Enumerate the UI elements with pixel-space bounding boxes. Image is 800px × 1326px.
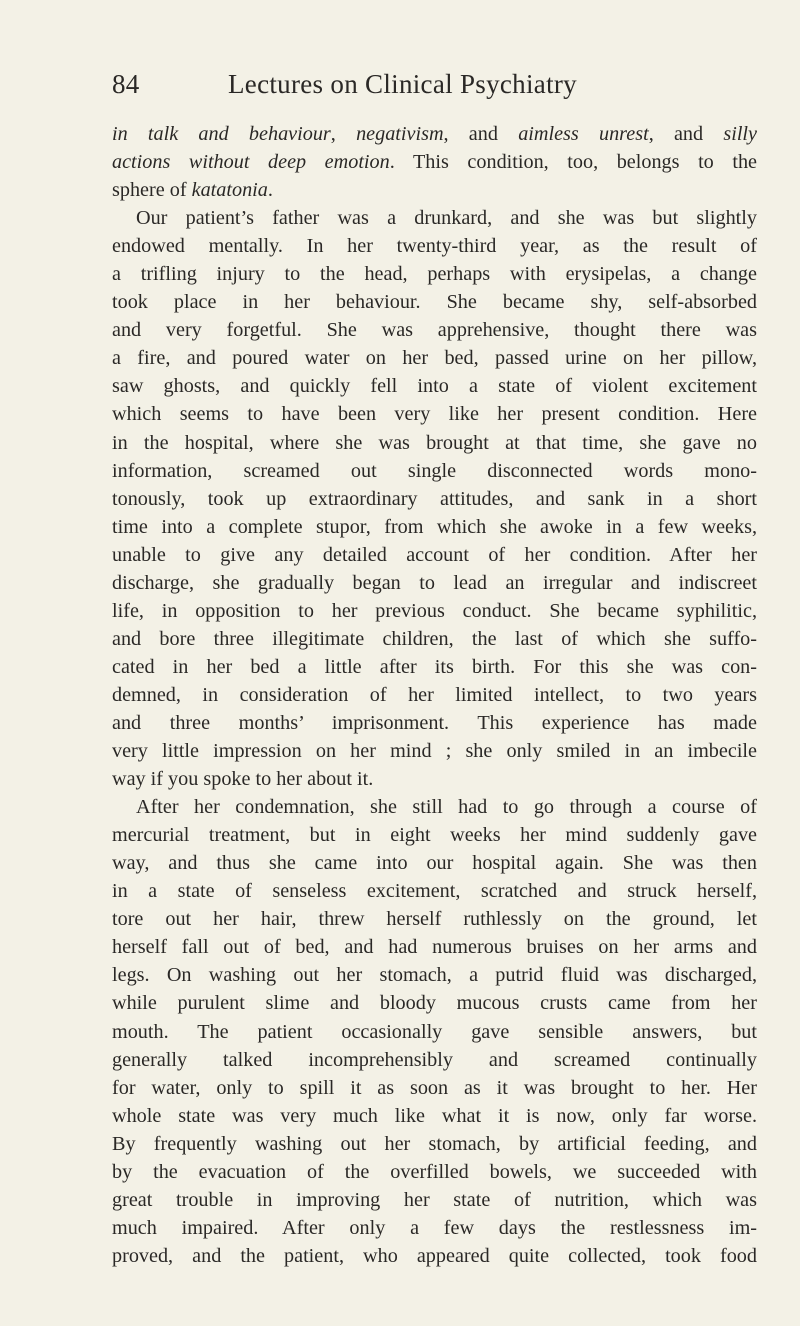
text-run: a fire, and poured water on her bed, passed urine on her pillow, <box>112 347 757 370</box>
text-run: discharge, she gradually began to lead an irregular and indiscreet <box>112 571 757 594</box>
text-run: for water, only to spill it as soon as it was brought to her. Her <box>112 1076 757 1099</box>
text-line <box>112 933 757 961</box>
text-line <box>112 1130 757 1158</box>
text-line <box>112 120 757 148</box>
text-run: took place in her behaviour. She became shy, self-absorbed <box>112 291 757 314</box>
text-run: and very forgetful. She was apprehensive, thought there was <box>112 319 757 342</box>
text-run: proved, and the patient, who appeared quite collected, took food <box>112 1244 757 1267</box>
text-line <box>112 457 757 485</box>
text-line <box>112 569 757 597</box>
text-run: endowed mentally. In her twenty-third year, as the result of <box>112 235 757 258</box>
text-line <box>112 541 757 569</box>
body-text <box>112 120 757 1270</box>
text-line <box>112 1018 757 1046</box>
text-run: mouth. The patient occasionally gave sensible answers, but <box>112 1020 757 1043</box>
text-run: saw ghosts, and quickly fell into a state of violent excitement <box>112 375 757 398</box>
italic-text: aimless unrest <box>518 123 649 145</box>
text-run: life, in opposition to her previous conduct. She became syphilitic, <box>112 599 757 622</box>
text-line <box>112 1242 757 1270</box>
text-line <box>112 400 757 428</box>
text-run: much impaired. After only a few days the restlessness im- <box>112 1216 757 1239</box>
text-run: while purulent slime and bloody mucous crusts came from her <box>112 992 757 1015</box>
text-line <box>112 372 757 400</box>
text-line <box>112 204 757 232</box>
italic-text: silly <box>723 123 758 145</box>
text-line <box>112 765 757 793</box>
italic-text: actions without deep emotion <box>112 151 390 174</box>
text-run: . This condition, too, belongs to the <box>389 151 757 174</box>
text-run: tore out her hair, threw herself ruthlessly on the ground, let <box>112 908 757 931</box>
text-run: cated in her bed a little after its birth. For this she was con- <box>112 655 757 678</box>
text-run: demned, in consideration of her limited intellect, to two years <box>112 683 757 706</box>
text-run: in the hospital, where she was brought at that time, she gave no <box>112 431 757 454</box>
text-line <box>112 288 757 316</box>
text-run: way, and thus she came into our hospital again. She was then <box>112 852 757 875</box>
text-line <box>112 148 757 176</box>
text-run: mercurial treatment, but in eight weeks her mind suddenly gave <box>112 824 757 847</box>
text-run: , and <box>443 123 519 145</box>
text-run: unable to give any detailed account of her condition. After her <box>112 543 757 566</box>
text-line <box>112 232 757 260</box>
text-line <box>112 597 757 625</box>
text-run: generally talked incomprehensibly and screamed continually <box>112 1048 757 1071</box>
text-line <box>112 989 757 1017</box>
text-line <box>112 1158 757 1186</box>
text-line <box>112 877 757 905</box>
text-line <box>112 513 757 541</box>
text-line <box>112 681 757 709</box>
text-line <box>112 1214 757 1242</box>
text-line <box>112 793 757 821</box>
text-line <box>112 485 757 513</box>
text-line <box>112 260 757 288</box>
text-line <box>112 1186 757 1214</box>
page-number: 84 <box>112 69 140 99</box>
text-run: information, screamed out single disconnected words mono- <box>112 459 757 482</box>
text-run: and bore three illegitimate children, the last of which she suffo- <box>112 627 757 650</box>
text-line <box>112 625 757 653</box>
text-line <box>112 961 757 989</box>
italic-text: negativism <box>356 123 444 145</box>
text-line <box>112 653 757 681</box>
running-head <box>112 64 730 104</box>
text-line <box>112 176 757 204</box>
text-run: , <box>330 123 357 145</box>
text-line <box>112 737 757 765</box>
text-run: by the evacuation of the overfilled bowels, we succeeded with <box>112 1160 757 1183</box>
text-line <box>112 709 757 737</box>
text-line <box>112 1046 757 1074</box>
text-run: time into a complete stupor, from which she awoke in a few weeks, <box>112 515 757 538</box>
text-line <box>112 1074 757 1102</box>
text-run: . <box>267 179 273 202</box>
text-line <box>112 429 757 457</box>
text-run: legs. On washing out her stomach, a putrid fluid was discharged, <box>112 964 757 987</box>
text-run: sphere of <box>112 179 192 202</box>
text-line <box>112 316 757 344</box>
text-run: a trifling injury to the head, perhaps with erysipelas, a change <box>112 263 757 286</box>
text-run: which seems to have been very like her present condition. Here <box>112 403 757 426</box>
text-run: , and <box>648 123 724 145</box>
text-run: After her condemnation, she still had to go through a course of <box>136 796 757 819</box>
text-run: way if you spoke to her about it. <box>112 768 374 791</box>
text-run: very little impression on her mind ; she only smiled in an imbecile <box>112 740 757 763</box>
text-run: and three months’ imprisonment. This experience has made <box>112 711 757 734</box>
text-line <box>112 1102 757 1130</box>
running-title: Lectures on Clinical Psychiatry <box>228 69 577 99</box>
text-run: Our patient’s father was a drunkard, and she was but slightly <box>136 207 757 230</box>
italic-text: in talk and behaviour <box>112 123 331 145</box>
italic-text: katatonia <box>191 179 268 202</box>
text-run: By frequently washing out her stomach, by artificial feeding, and <box>112 1132 757 1155</box>
text-line <box>112 849 757 877</box>
text-line <box>112 905 757 933</box>
text-run: tonously, took up extraordinary attitudes, and sank in a short <box>112 487 757 510</box>
text-run: herself fall out of bed, and had numerous bruises on her arms and <box>112 936 757 959</box>
text-line <box>112 821 757 849</box>
text-run: in a state of senseless excitement, scratched and struck herself, <box>112 880 757 903</box>
text-run: great trouble in improving her state of nutrition, which was <box>112 1188 757 1211</box>
text-run: whole state was very much like what it is now, only far worse. <box>112 1104 757 1127</box>
text-line <box>112 344 757 372</box>
